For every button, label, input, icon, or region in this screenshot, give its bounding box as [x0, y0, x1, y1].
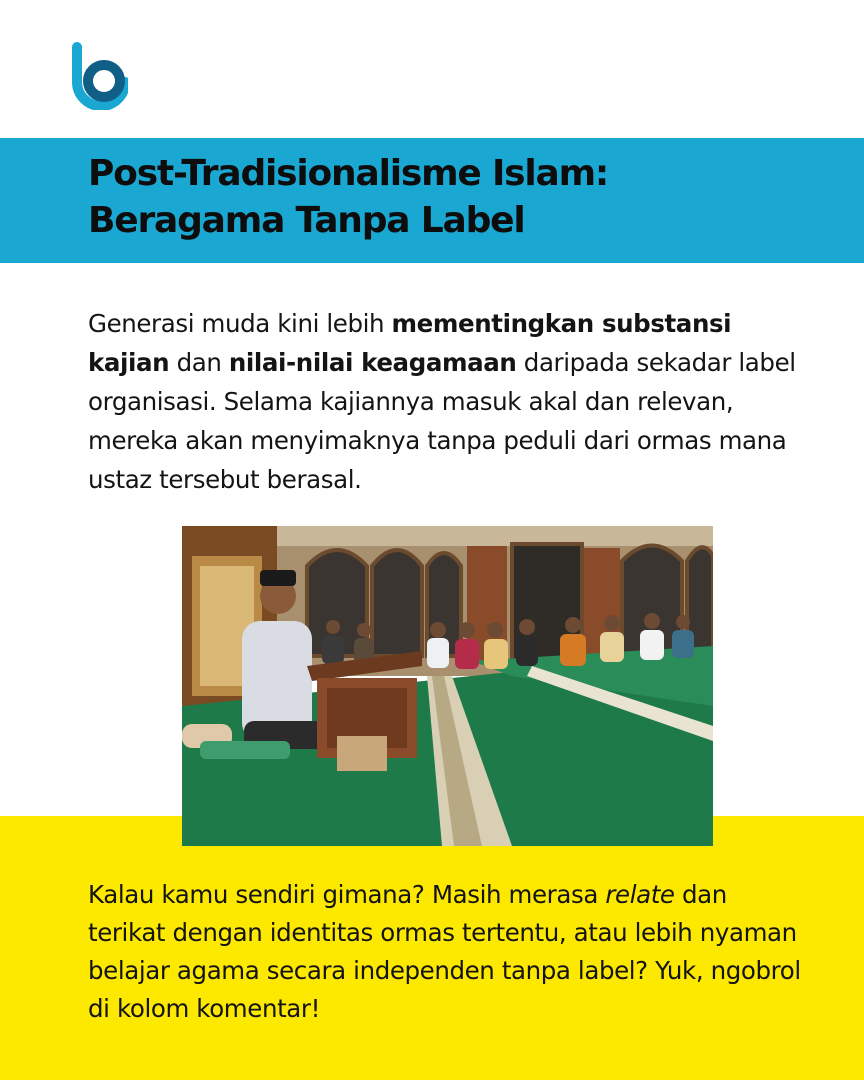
intro-bold-2: nilai-nilai keagamaan [228, 348, 517, 377]
mosque-photo [182, 526, 713, 846]
intro-bold-1: mementingkan substansi kajian [88, 309, 732, 377]
logo-icon [70, 42, 128, 110]
intro-paragraph [88, 304, 818, 499]
outro-paragraph [88, 876, 808, 1028]
intro-text-3: daripada sekadar label organisasi. Selama kajiannya masuk akal dan relevan, mereka akan menyimaknya tanpa peduli dari ormas mana ustaz tersebut berasal. [88, 348, 796, 494]
title-line-1: Post-Tradisionalisme Islam: [88, 153, 609, 194]
outro-text-2: dan terikat dengan identitas ormas tertentu, atau lebih nyaman belajar agama secara independen tanpa label? Yuk, ngobrol di kolom komentar! [88, 880, 801, 1023]
brand-logo [70, 42, 128, 110]
title-line-2: Beragama Tanpa Label [88, 200, 525, 241]
intro-text-1: Generasi muda kini lebih [88, 309, 392, 338]
outro-text-1: Kalau kamu sendiri gimana? Masih merasa [88, 880, 606, 909]
photo-illustration [182, 526, 713, 846]
page-title [88, 150, 788, 244]
intro-text-2: dan [169, 348, 229, 377]
outro-italic: relate [605, 880, 675, 909]
